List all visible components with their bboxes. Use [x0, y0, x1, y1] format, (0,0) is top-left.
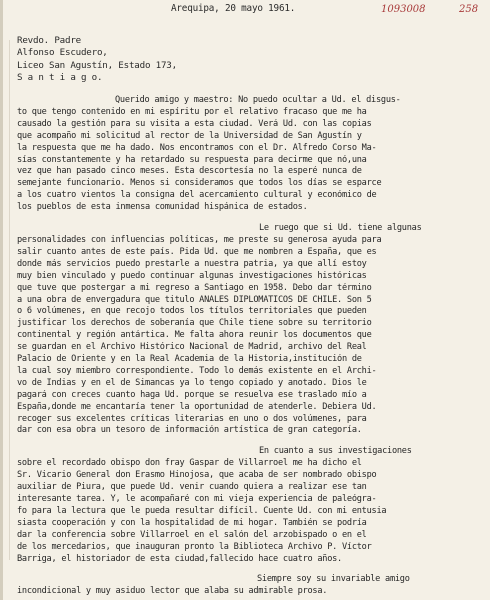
letter-body [17, 95, 479, 598]
body-line: la respuesta que me ha dado. Nos encontramos con el Dr. Alfredo Corso Ma- [17, 142, 377, 153]
body-line: vo de Indias y en el de Simancas ya lo tengo copiado y anotado. Dios le [17, 377, 367, 388]
address-line: Revdo. Padre [17, 35, 81, 46]
body-line: justificar los derechos de soberanía que Chile tiene sobre su territorio [17, 318, 372, 329]
body-line: los pueblos de esta inmensa comunidad hispánica de estados. [17, 202, 308, 213]
recipient-address [17, 35, 177, 85]
body-line: que acompaño mi solicitud al rector de la Universidad de San Agustín y [17, 130, 362, 141]
date-line: Arequipa, 20 mayo 1961. [171, 3, 296, 14]
paragraph-closing [17, 574, 479, 598]
body-line: siasta cooperación y con la hospitalidad de mi hogar. También se podría [17, 517, 367, 528]
body-line: Palacio de Oriente y en la Real Academia de la Historia,institución de [17, 354, 362, 365]
address-line: Alfonso Escudero, [17, 47, 108, 59]
body-line: de los mercedarios, que inauguran pronto la Biblioteca Archivo P. Víctor [17, 541, 372, 552]
body-line: la cual soy miembro correspondiente. Todo lo demás existente en el Archi- [17, 365, 377, 376]
body-line: continental y región antártica. Me falta ahora reunir los documentos que [17, 330, 372, 341]
body-line: España,donde me encantaría tener la oportunidad de atenderle. Debiera Ud. [17, 401, 377, 412]
archive-code: 1093008 [381, 4, 426, 15]
body-line: muy bien vinculado y puedo continuar algunas investigaciones históricas [17, 270, 367, 281]
body-line: En cuanto a sus investigaciones [259, 446, 412, 457]
body-line: Le ruego que si Ud. tiene algunas [259, 223, 422, 234]
body-line: pagará con creces cuanto haga Ud. porque se resuelva ese traslado mío a [17, 389, 367, 400]
paragraph-investigations [17, 446, 479, 565]
address-line: S a n t i a g o. [17, 72, 103, 84]
body-line: sobre el recordado obispo don fray Gaspar de Villarroel me ha dicho el [17, 458, 362, 469]
body-line: o 6 volúmenes, en que recojo todos los títulos territoriales que pueden [17, 306, 367, 317]
body-line: Sr. Vicario General don Erasmo Hinojosa, que acaba de ser nombrado obispo [17, 470, 377, 481]
body-line: Querido amigo y maestro: No puedo ocultar a Ud. el disgus- [115, 95, 401, 105]
body-line: interesante tarea. Y, le acompañaré con mi vieja experiencia de paleógra- [17, 494, 377, 504]
body-line: recoger sus excelentes críticas literarias en uno o dos volúmenes, para [17, 413, 367, 424]
body-line: Siempre soy su invariable amigo [257, 574, 410, 585]
body-line: que tuve que postergar a mi regreso a Santiago en 1958. Debo dar término [17, 282, 372, 293]
body-line: se guardan en el Archivo Histórico Nacional de Madrid, archivo del Real [17, 342, 367, 353]
address-line: Liceo San Agustín, Estado 173, [17, 59, 177, 71]
body-line: donde más servicios puedo prestarle a nuestra patria, ya que allí estoy [17, 258, 367, 269]
body-line: fo para la lectura que le pueda resultar difícil. Cuente Ud. con mi entusia [17, 505, 387, 516]
body-line: a una obra de envergadura que titulo ANALES DIPLOMATICOS DE CHILE. Son 5 [17, 294, 372, 305]
paragraph-request [17, 223, 479, 437]
paragraph-salutation [17, 95, 479, 214]
body-line: dar con esa obra un tesoro de información artística de gran categoría. [17, 425, 362, 436]
body-line: incondicional y muy asiduo lector que alaba su admirable prosa. [17, 586, 328, 597]
body-line: a los cuatro vientos la consigna del acercamiento cultural y económico de [17, 190, 377, 201]
archive-page-number: 258 [459, 4, 479, 15]
body-line: semejante funcionario. Menos si consideramos que todos los días se esparce [17, 178, 382, 189]
body-line: sías constantemente y ha retardado su respuesta para decirme que nó,una [17, 154, 367, 165]
body-line: to que tengo contenido en mi espíritu por el relativo fracaso que me ha [17, 106, 367, 117]
body-line: vez que han pasado cinco meses. Esta descortesía no la esperé nunca de [17, 166, 362, 177]
paper-fold-shadow [9, 40, 10, 560]
body-line: personalidades con influencias políticas, me preste su generosa ayuda para [17, 234, 382, 245]
body-line: Barriga, el historiador de esta ciudad,fallecido hace cuatro años. [17, 553, 342, 564]
body-line: causado la gestión para su visita a esta ciudad. Verá Ud. con las copias [17, 118, 372, 129]
body-line: salir cuanto antes de este país. Pida Ud. que me nombren a España, que es [17, 246, 377, 257]
body-line: dar la conferencia sobre Villarroel en el salón del arzobispado o en el [17, 529, 367, 540]
body-line: auxiliar de Piura, que puede Ud. venir cuando quiera a realizar ese tan [17, 482, 367, 493]
